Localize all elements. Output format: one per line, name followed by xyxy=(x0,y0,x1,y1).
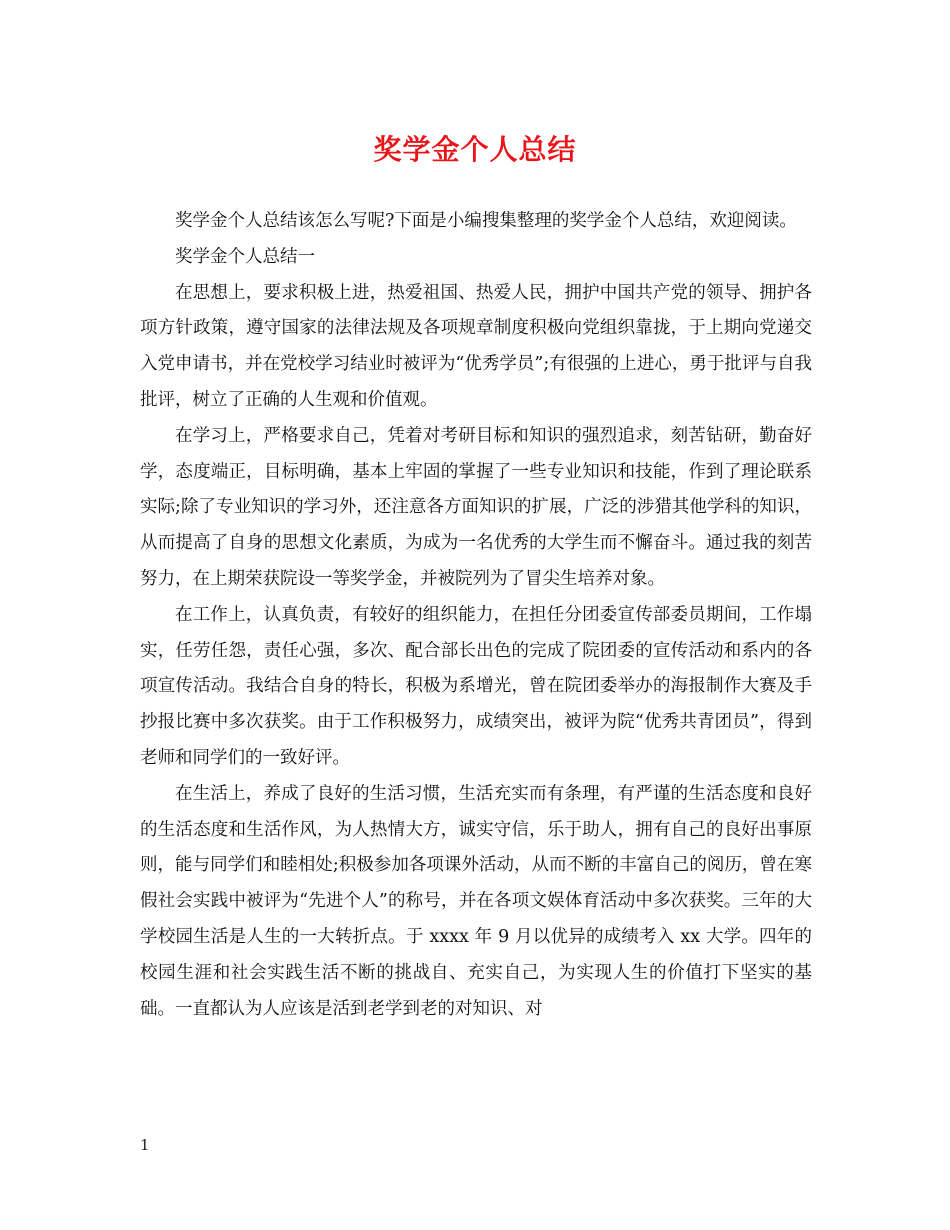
paragraph-work: 在工作上，认真负责，有较好的组织能力，在担任分团委宣传部委员期间，工作塌实，任劳任怨，责任心强，多次、配合部长出色的完成了院团委的宣传活动和系内的各项宣传活动。我结合自身的特长，积极为系增光，曾在院团委举办的海报制作大赛及手抄报比赛中多次获奖。由于工作积极努力，成绩突出，被评为院“优秀共青团员”，得到老师和同学们的一致好评。 xyxy=(140,604,812,768)
paragraph-study: 在学习上，严格要求自己，凭着对考研目标和知识的强烈追求，刻苦钻研，勤奋好学，态度端正，目标明确，基本上牢固的掌握了一些专业知识和技能，作到了理论联系实际;除了专业知识的学习外，还注意各方面知识的扩展，广泛的涉猎其他学科的知识，从而提高了自身的思想文化素质，为成为一名优秀的大学生而不懈奋斗。通过我的刻苦努力，在上期荣获院设一等奖学金，并被院列为了冒尖生培养对象。 xyxy=(140,425,812,589)
paragraph-life: 在生活上，养成了良好的生活习惯，生活充实而有条理，有严谨的生活态度和良好的生活态度和生活作风，为人热情大方，诚实守信，乐于助人，拥有自己的良好出事原则，能与同学们和睦相处;积极参加各项课外活动，从而不断的丰富自己的阅历，曾在寒假社会实践中被评为“先进个人”的称号，并在各项文娱体育活动中多次获奖。三年的大学校园生活是人生的一大转折点。于 xxxx 年 9 月以优异的成绩考入 xx 大学。四年的校园生涯和社会实践生活不断的挑战自、充实自己，为实现人生的价值打下坚实的基础。一直都认为人应该是活到老学到老的对知识、对 xyxy=(140,783,812,1019)
document-body xyxy=(140,204,812,1027)
page-number: 1 xyxy=(140,1136,150,1154)
document-title: 奖学金个人总结 xyxy=(373,133,577,166)
paragraph-ideology: 在思想上，要求积极上进，热爱祖国、热爱人民，拥护中国共产党的领导、拥护各项方针政策，遵守国家的法律法规及各项规章制度积极向党组织靠拢，于上期向党递交入党申请书，并在党校学习结业时被评为“优秀学员”;有很强的上进心，勇于批评与自我批评，树立了正确的人生观和价值观。 xyxy=(140,282,812,410)
paragraph-intro: 奖学金个人总结该怎么写呢?下面是小编搜集整理的奖学金个人总结，欢迎阅读。 xyxy=(175,211,797,231)
section-heading: 奖学金个人总结一 xyxy=(175,246,315,267)
